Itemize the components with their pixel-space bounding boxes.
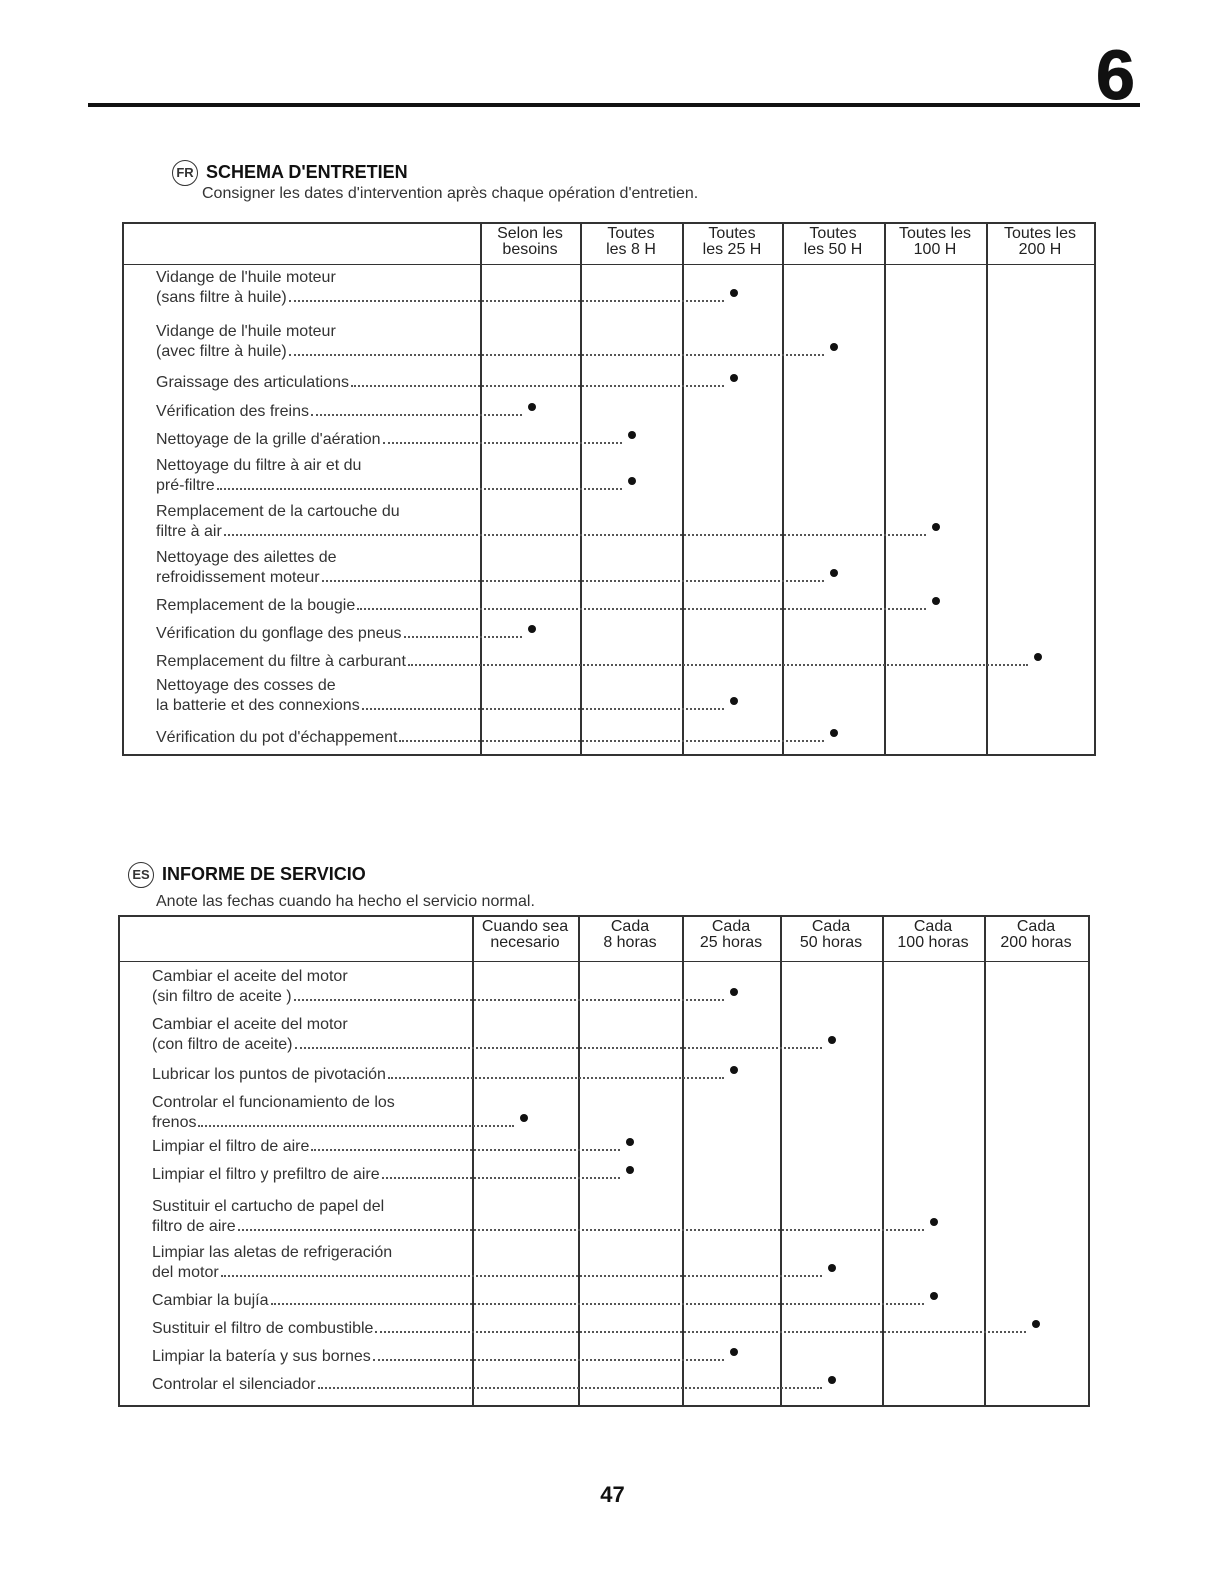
fr-interval-bullet	[628, 431, 636, 439]
fr-task-label: Nettoyage des ailettes de	[156, 549, 337, 566]
fr-task-row	[156, 456, 1086, 496]
es-interval-bullet	[828, 1036, 836, 1044]
es-task-row	[152, 1319, 1080, 1339]
es-task-row	[152, 1197, 1080, 1237]
es-task-row	[152, 1065, 1080, 1085]
es-leader-dots	[198, 1123, 514, 1127]
es-task-label: (con filtro de aceite)	[152, 1036, 293, 1053]
es-column-header-line: Cada	[811, 918, 851, 935]
es-task-row	[152, 1093, 1080, 1133]
fr-task-row	[156, 430, 1086, 450]
es-interval-bullet	[730, 1348, 738, 1356]
fr-column-header-line: les 50 H	[803, 241, 863, 258]
fr-task-label: Nettoyage des cosses de	[156, 677, 336, 694]
es-title: INFORME DE SERVICIO	[162, 863, 366, 884]
fr-leader-dots	[311, 412, 522, 416]
es-task-label: Limpiar el filtro y prefiltro de aire	[152, 1166, 380, 1183]
fr-title: SCHEMA D'ENTRETIEN	[206, 161, 408, 182]
fr-leader-dots	[383, 440, 622, 444]
fr-task-label: (sans filtre à huile)	[156, 289, 287, 306]
fr-task-row	[156, 624, 1086, 644]
fr-interval-bullet	[932, 523, 940, 531]
fr-leader-dots	[362, 706, 724, 710]
fr-task-label: Vérification du pot d'échappement	[156, 729, 398, 746]
fr-leader-dots	[351, 383, 724, 387]
es-interval-bullet	[626, 1138, 634, 1146]
fr-task-label: filtre à air	[156, 523, 222, 540]
es-column-header-line: Cuando sea	[481, 918, 569, 935]
fr-leader-dots	[224, 532, 926, 536]
top-rule	[88, 103, 1140, 107]
fr-leader-dots	[399, 738, 824, 742]
fr-task-label: la batterie et des connexions	[156, 697, 360, 714]
es-leader-dots	[238, 1227, 924, 1231]
fr-column-header-line: 100 H	[913, 241, 957, 258]
es-header-divider	[120, 961, 1088, 962]
fr-task-label: Vérification du gonflage des pneus	[156, 625, 402, 642]
fr-subtitle: Consigner les dates d'intervention après chaque opération d'entretien.	[202, 185, 699, 202]
fr-task-label: pré-filtre	[156, 477, 215, 494]
fr-task-label: Graissage des articulations	[156, 374, 349, 391]
es-task-label: Controlar el funcionamiento de los	[152, 1094, 395, 1111]
es-task-label: frenos	[152, 1114, 197, 1131]
es-interval-bullet	[828, 1264, 836, 1272]
fr-column-header	[986, 226, 1094, 258]
es-task-row	[152, 1243, 1080, 1283]
es-leader-dots	[311, 1147, 620, 1151]
es-task-row	[152, 967, 1080, 1007]
fr-task-row	[156, 652, 1086, 672]
es-interval-bullet	[730, 988, 738, 996]
fr-interval-bullet	[528, 625, 536, 633]
fr-task-row	[156, 322, 1086, 362]
es-task-label: Limpiar las aletas de refrigeración	[152, 1244, 393, 1261]
fr-leader-dots	[404, 634, 522, 638]
es-interval-bullet	[930, 1292, 938, 1300]
es-maintenance-table	[118, 915, 1090, 1407]
fr-task-label: Vidange de l'huile moteur	[156, 323, 336, 340]
es-column-header-line: Cada	[610, 918, 650, 935]
es-task-label: del motor	[152, 1264, 219, 1281]
fr-task-row	[156, 502, 1086, 542]
es-task-label: (sin filtro de aceite )	[152, 988, 292, 1005]
fr-leader-dots	[289, 352, 824, 356]
es-task-label: Lubricar los puntos de pivotación	[152, 1066, 386, 1083]
es-task-row	[152, 1291, 1080, 1311]
fr-task-label: Remplacement de la bougie	[156, 597, 356, 614]
es-leader-dots	[373, 1357, 724, 1361]
es-leader-dots	[295, 1045, 822, 1049]
es-task-row	[152, 1375, 1080, 1395]
fr-column-header-line: besoins	[502, 241, 558, 258]
fr-interval-bullet	[730, 697, 738, 705]
fr-task-row	[156, 373, 1086, 393]
es-language-icon: ES	[128, 862, 154, 888]
fr-task-label: refroidissement moteur	[156, 569, 320, 586]
es-column-header-line: 200 horas	[1000, 934, 1072, 951]
es-column-header-line: 100 horas	[897, 934, 969, 951]
fr-task-label: Nettoyage de la grille d'aération	[156, 431, 381, 448]
fr-column-header	[580, 226, 682, 258]
es-interval-bullet	[1032, 1320, 1040, 1328]
fr-maintenance-table	[122, 222, 1096, 756]
fr-interval-bullet	[932, 597, 940, 605]
es-task-row	[152, 1165, 1080, 1185]
fr-leader-dots	[217, 486, 622, 490]
es-column-header	[472, 919, 578, 951]
es-column-header	[984, 919, 1088, 951]
fr-column-header-line: les 25 H	[702, 241, 762, 258]
es-leader-dots	[388, 1075, 724, 1079]
es-interval-bullet	[828, 1376, 836, 1384]
es-column-header-line: 50 horas	[799, 934, 863, 951]
es-subtitle: Anote las fechas cuando ha hecho el servicio normal.	[156, 893, 535, 910]
es-leader-dots	[221, 1273, 822, 1277]
fr-column-header-line: 200 H	[1018, 241, 1062, 258]
es-leader-dots	[382, 1175, 620, 1179]
es-task-label: Cambiar la bujía	[152, 1292, 269, 1309]
fr-leader-dots	[357, 606, 926, 610]
fr-leader-dots	[322, 578, 824, 582]
fr-leader-dots	[289, 298, 724, 302]
chapter-number: 6	[1096, 36, 1135, 114]
es-column-header-line: 25 horas	[699, 934, 763, 951]
page-number: 47	[600, 1482, 625, 1507]
fr-task-label: (avec filtre à huile)	[156, 343, 287, 360]
fr-column-header	[480, 226, 580, 258]
fr-interval-bullet	[628, 477, 636, 485]
fr-column-header-line: Toutes	[708, 225, 756, 242]
fr-task-row	[156, 402, 1086, 422]
fr-task-label: Nettoyage du filtre à air et du	[156, 457, 362, 474]
fr-column-header-line: Toutes	[607, 225, 655, 242]
es-column-header	[578, 919, 682, 951]
es-interval-bullet	[626, 1166, 634, 1174]
es-leader-dots	[375, 1329, 1026, 1333]
fr-task-row	[156, 676, 1086, 716]
es-interval-bullet	[730, 1066, 738, 1074]
es-interval-bullet	[520, 1114, 528, 1122]
fr-task-row	[156, 268, 1086, 308]
fr-task-row	[156, 596, 1086, 616]
fr-task-label: Remplacement de la cartouche du	[156, 503, 400, 520]
es-task-row	[152, 1137, 1080, 1157]
fr-column-header-line: les 8 H	[606, 241, 656, 258]
fr-interval-bullet	[830, 569, 838, 577]
fr-interval-bullet	[830, 343, 838, 351]
es-column-header-line: Cada	[1016, 918, 1056, 935]
fr-column-header	[782, 226, 884, 258]
fr-language-icon: FR	[172, 160, 198, 186]
es-column-header-line: 8 horas	[603, 934, 657, 951]
fr-interval-bullet	[730, 374, 738, 382]
es-leader-dots	[271, 1301, 924, 1305]
es-column-header	[780, 919, 882, 951]
es-task-label: Limpiar la batería y sus bornes	[152, 1348, 371, 1365]
fr-task-row	[156, 728, 1086, 748]
es-task-label: Cambiar el aceite del motor	[152, 1016, 348, 1033]
fr-column-header-line: Selon les	[497, 225, 563, 242]
fr-leader-dots	[408, 662, 1028, 666]
fr-column-header-line: Toutes	[809, 225, 857, 242]
es-column-header	[682, 919, 780, 951]
fr-header-divider	[124, 264, 1094, 265]
fr-interval-bullet	[830, 729, 838, 737]
fr-heading	[172, 160, 408, 186]
es-heading	[128, 862, 366, 888]
fr-task-label: Vidange de l'huile moteur	[156, 269, 336, 286]
es-task-label: Limpiar el filtro de aire	[152, 1138, 310, 1155]
fr-task-label: Vérification des freins	[156, 403, 309, 420]
es-column-header-line: Cada	[913, 918, 953, 935]
fr-column-header-line: Toutes les	[1003, 225, 1077, 242]
es-task-label: Sustituir el filtro de combustible	[152, 1320, 374, 1337]
es-task-row	[152, 1347, 1080, 1367]
es-column-header-line: necesario	[490, 934, 560, 951]
es-column-header	[882, 919, 984, 951]
es-task-row	[152, 1015, 1080, 1055]
es-leader-dots	[294, 997, 724, 1001]
es-interval-bullet	[930, 1218, 938, 1226]
fr-column-header	[884, 226, 986, 258]
es-task-label: filtro de aire	[152, 1218, 236, 1235]
es-task-label: Controlar el silenciador	[152, 1376, 316, 1393]
es-task-label: Sustituir el cartucho de papel del	[152, 1198, 385, 1215]
fr-interval-bullet	[528, 403, 536, 411]
fr-column-header-line: Toutes les	[898, 225, 972, 242]
es-leader-dots	[318, 1385, 822, 1389]
es-task-label: Cambiar el aceite del motor	[152, 968, 348, 985]
fr-interval-bullet	[1034, 653, 1042, 661]
fr-interval-bullet	[730, 289, 738, 297]
fr-column-header	[682, 226, 782, 258]
fr-task-row	[156, 548, 1086, 588]
fr-task-label: Remplacement du filtre à carburant	[156, 653, 406, 670]
es-column-header-line: Cada	[711, 918, 751, 935]
